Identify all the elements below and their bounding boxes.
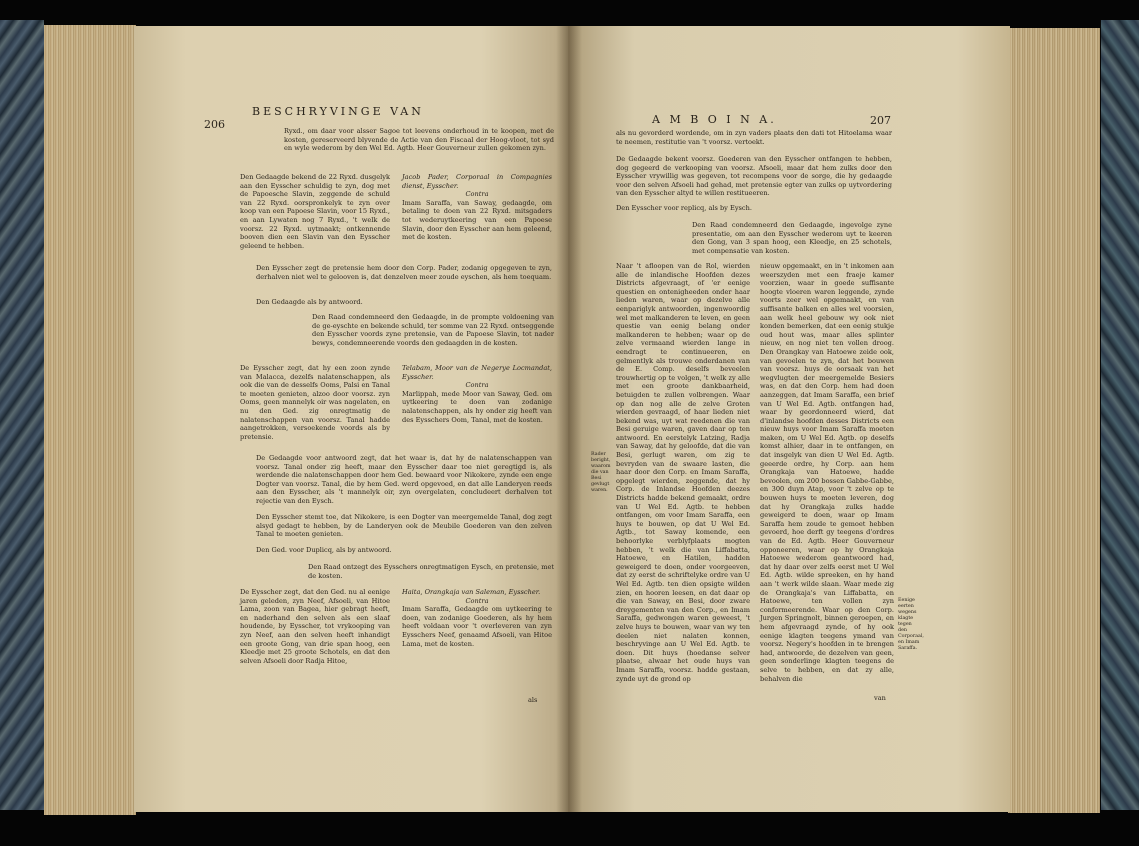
case2-defendant-name: Marlippah, mede Moor van Saway, Ged. om uytkeering te doen van zodanige nalatenschappen, als hy onder zig heeft van des Eysschers Oom, Tanal, met de kosten. [402, 389, 552, 424]
case3-parties-block [402, 588, 552, 648]
page-edges-left [44, 25, 136, 815]
case3-plaintiff-text: De Eysscher zegt, dat den Ged. nu al eenige jaren geleden, zyn Neef, Afsoeli, van Hitoe Lama, zoon van Bagea, hier gebragt heeft, en naderhand den selven als een slaaf houdende, by Eysscher, tot vrykooping van zyn Neef, aan den selven heeft inhandigt een groote Gong, van drie span hoog, een Kleedje met 25 groote Schotels, en dat den selven Afsoeli door Radja Hitoe, [240, 588, 390, 665]
margin-note-right: Eenige eerten wegens klagte tegen den Corporaal, en Imam Saraffa. [898, 598, 924, 651]
text-column-left: Naar 't afloopen van de Rol, wierden alle de inlandische Hoofden dezes Districts afgevraagt, of 'er eenige questien en ontenigheeden onder haar lieden waren, waar op dezelve alle eenpariglyk antwoorden, ingenwoordig wel met malkanderen te leven, en geen questie van eenig belang onder malkanderen te hebben; waar op de zelve vermaand wierden lange in eendragt te continueeren, en gelmentlyk als trouwe onderdanen van de E. Comp. deselfs beveelen trouwhertig op te volgen, 't welk zy alle met een groote dankbaarheid, betuigden te zullen volbrengen. Waar op dan nog alle de zelve Groten wierden gevraagd, of haar lieden niet bekend was, uyt wat reedenen die van Besi geruige waren, gaven daar op ten antwoord. En eerstelyk Latzing, Radja van Saway, dat hy geloofde, dat die van Besi, gerlugt waren, om zig te bevryden van de swaare lasten, die haar door den Corp. en Imam Saraffa, opgelegt wierden, zeggende, dat hy Corp. de Inlandse Hoofden deezes Districts hadde bekend gemaakt, ordre van U Wel Ed. Agtb. te hebben ontfangen, om voor Imam Saraffa, een huys te bouwen, op dat U Wel Ed. Agtb., tot Saway komende, een behoorlyke verblyfplaats mogten hebben, 't welk die van Liffabatta, Hatoewe, en Hatilen, hadden geweigerd te doen, onder voorgeeven, dat zy eerst de schriftelyke ordre van U Wel Ed. Agtb. ten dien opsigte wilden zien, en hooren leesen, en dat daar op die van Saway, en Besi, door zware dreygementen van den Corp., en Imam Saraffa, gedwongen waren geweest, 't zelve huys te bouwen, waar van wy ten deelen niet nalaten konnen, beschryvinge aan U Wel Ed. Agtb. te doen. Dit huys (hoedanse selver plaatse, alwaar het oude huys van Imam Saraffa, voorsz. hadde gestaan, zynde uyt de grond op [616, 262, 750, 683]
case1-defendant-name: Imam Saraffa, van Saway, gedaagde, om betaling te doen van 22 Ryxd. mitsgaders tot wederuytkeering van een Papoese Slavin, door den Eysscher aan hem geleend, met de kosten. [402, 198, 552, 242]
margin-note-left: Rader beright, waarom die van Besi gevlugt waren. [591, 452, 611, 493]
page-number: 206 [204, 118, 225, 131]
catchword: als [528, 696, 538, 704]
right-page [568, 26, 1010, 812]
page-number: 207 [870, 114, 891, 127]
verdict-3: Den Raad condemneerd den Gedaagde, ingevolge zyne presentatie, om aan den Eysscher wederom uyt te keeren den Gong, van 3 span hoog, een Kleedje, en 25 schotels, met compensatie van kosten. [692, 221, 892, 255]
verdict-1: Den Raad condemneerd den Gedaagde, in de prompte voldoening van de ge-eyschte en bekende schuld, ter somme van 22 Ryxd. ontseggende den Eysscher voords zyne pretensie, van de Papoese Slavin, tot nader bewys, condemneerende voords den gedaagden in de kosten. [312, 313, 554, 347]
text-column-right: nieuw opgemaakt, en in 't inkomen aan weerszyden met een fraeje kamer voorzien, waar in goede suffisante hoogte vloeren waren leggende, zynde voorts zeer wel opgemaakt, en van suffisante balken en alles wel voorsien, aan welk heel gebouw wy ook niet konden bemerken, dat een eenig stukje oud hout was, maar alles splinter nieuw, en nog niet ten vollen droog. Den Orangkay van Hatoewe zeide ook, van gevoelen te zyn, dat het bouwen van voorsz. huys de oorsaak van het wegvlugten der meergemelde Besiers was, en dat den Corp. hem had doen aanzeggen, dat Imam Saraffa, een brief van U Wel Ed. Agtb. ontfangen had, waar by geordonneerd wierd, dat d'inlandse hoofden desses Districts een nieuw huys voor Imam Saraffa moeten maken, om U Wel Ed. Agtb. op deselfs komst alhier, daar in te ontfangen, en dat insgelyk van dien U Wel Ed. Agtb. geeerde ordre, hy Corp. aan hem Orangkaja van Hatoewe, hadde bevoolen, om 200 bossen Gabbe-Gabbe, en 300 duyn Atap, voor 't zelve op te bouwen huys te moeten leveren, dog dat hy Orangkaja zulks hadde geweigerd te doen, waar op Imam Saraffa hem zoude te gemoet hebben gevoerd, hoe derft gy teegens d'ordres van de Ed. Agtb. Heer Gouverneur opponeeren, waar op hy Orangkaja Hatoewe wederom geantwoord had, dat hy daar over zelfs eerst met U Wel Ed. Agtb. wilde spreeken, en hy hand aan 't werk wilde slaan. Waar mede zig de Orangkaja's van Liffabatta, en Hatoewe, ten vollen zyn conformeerende. Waar op den Corp. Jurgen Springnolt, binnen geroepen, en hem afgevraagd zynde, of hy ook eenige klagten teegens ymand van voorsz. Negery's hoofden in te brengen had, antwoorde, de dezelven van geen, geen sonderlinge klagten teegens de selve te hebben, en dat zy alle, behalven die [760, 262, 894, 683]
paragraph-gedaagde: De Gedaagde voor antwoord zegt, dat het waar is, dat hy de nalatenschappen van voorsz. Tanal onder zig heeft, maar den Eysscher daar toe niet geregtigd is, als werdende die nalatenschappen door hem Ged. bewaard voor Nikokere, zynde een enge Dogter van voorsz. Tanal, die by hem Ged. werd opgevoed, en dat alle Landeryen reeds aan den Eysscher, als 't mannelyk oir, zyn overgelaten, concludeert derhalven tot rejectie van den Eysch. [256, 454, 552, 505]
case3-plaintiff-name: Haita, Orangkaja van Saleman, Eysscher. [402, 588, 541, 596]
left-page [134, 26, 568, 812]
paragraph-pretensie: Den Eysscher zegt de pretensie hem door den Corp. Pader, zodanig opgegeven te zyn, derhalven niet wel te gelooven is, dat denzelven meer zoude eyschen, als hem toequam. [256, 264, 552, 281]
marble-endpaper-right [1101, 20, 1139, 810]
paragraph-antwoord: Den Gedaagde als by antwoord. [256, 298, 363, 306]
case2-plaintiff-text: De Eysscher zegt, dat hy een zoon zynde van Malacca, dezelfs nalatenschappen, als ook die van de desselfs Ooms, Palsi en Tanal te moeten genieten, alzoo door voorsz. zyn Ooms, geen mannelyk oir was nagelaten, en nu den Ged. zig onregtmatig de nalatenschappen van voorsz. Tanal hadde aangetrokken, versoekende voords als by pretensie. [240, 364, 390, 441]
case3-defendant-name: Imam Saraffa, Gedaagde om uytkeering te doen, van zodanige Goederen, als hy hem heeft voldaan voor 't overleveren van zyn Eysschers Neef, genaamd Afsoeli, van Hitoe Lama, met de kosten. [402, 605, 552, 648]
paragraph-replicq: Den Eysscher voor replicq, als by Eysch. [616, 204, 752, 212]
opening-text: Ryxd., om daar voor alsser Sagoe tot leevens onderhoud in te koopen, met de kosten, gereserveerd blyvende de Actie van den Fiscaal der Hoog-vloot, tot syd en wyle wederom by den Wel Ed. Agtb. Heer Gouverneur zullen gekomen zyn. [284, 127, 554, 153]
case1-plaintiff-name: Jacob Pader, Corporaal in Compagnies dienst, Eysscher. [402, 173, 552, 190]
case1-defendant-text: Den Gedaagde bekend de 22 Ryxd. dusgelyk aan den Eysscher schuldig te zyn, dog met de Papoesche Slavin, zeggende de schuld van 22 Ryxd. oorspronkelyk te zyn over koop van een Papoese Slavin, voor 15 Ryxd., en aan Lywaten nog 7 Ryxd., 't welk de voorsz. 22 Ryxd. uytmaakt; ontkennende booven dien een Slavin van den Eysscher geleend te hebben. [240, 173, 390, 250]
book-gutter [556, 26, 582, 812]
paragraph-eysscher-stemt: Den Eysscher stemt toe, dat Nikokere, is een Dogter van meergemelde Tanal, dog zegt alsyd gedagt te hebben, by de Landeryen ook de Meubile Goederen van den zelven Tanal te moeten genieten. [256, 513, 552, 539]
catchword: van [874, 694, 886, 702]
page-edges-right [1008, 28, 1100, 813]
contra-label: Contra [465, 190, 489, 199]
paragraph-bekent: De Gedaagde bekent voorsz. Goederen van den Eysscher ontfangen te hebben, dog gegeerd de verkooping van voorsz. Afsoeli, maar dat hem zulks door den Eysscher vrywillig was gegeven, tot recompens voor de sorge, die hy gedaagde voor den selven Afsoeli had gehad, met pretensie egter van zulks op uytvordering van den Eysscher altyd te willen restitueeren. [616, 155, 892, 198]
opening-text: als nu gevorderd wordende, om in zyn vaders plaats den dati tot Hitoelama waar te neemen, restitutie van 't voorsz. vertoekt. [616, 129, 892, 146]
marble-endpaper-left [0, 20, 44, 810]
case2-plaintiff-name: Telabam, Moor van de Negerye Locmandat, Eysscher. [402, 364, 552, 381]
verdict-2: Den Raad ontzegt des Eysschers onregtmatigen Eysch, en pretensie, met de kosten. [308, 563, 554, 580]
running-head: A M B O I N A. [652, 113, 777, 126]
contra-label: Contra [465, 381, 489, 390]
case2-parties-block [402, 364, 552, 424]
running-head: BESCHRYVINGE VAN [252, 105, 424, 118]
paragraph-duplicq: Den Ged. voor Duplicq, als by antwoord. [256, 546, 392, 554]
contra-label: Contra [465, 596, 489, 605]
case1-plaintiff-block [402, 173, 552, 242]
